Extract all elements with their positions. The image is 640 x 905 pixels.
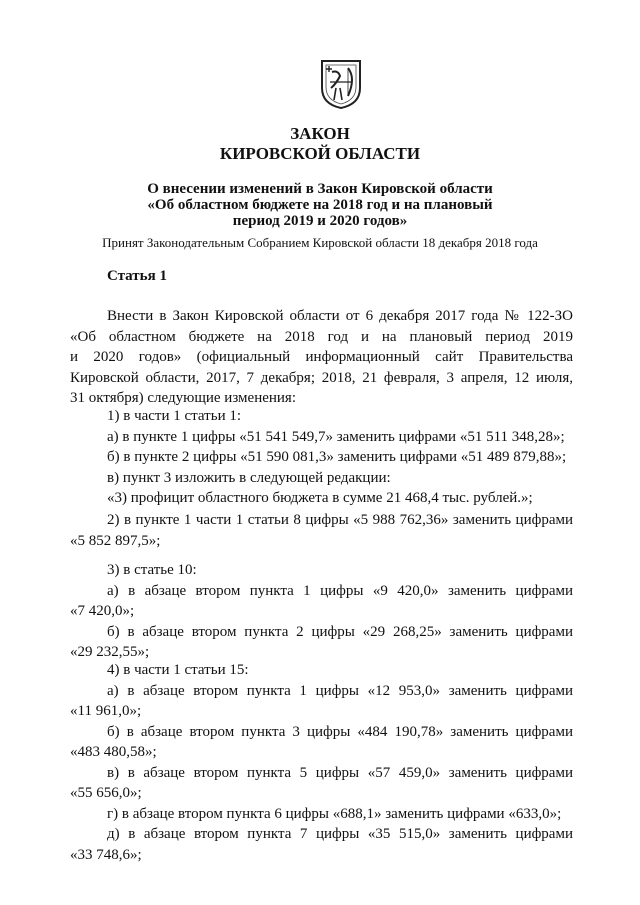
title-line-2: КИРОВСКОЙ ОБЛАСТИ (219, 144, 421, 163)
article-heading: Статья 1 (107, 268, 167, 284)
item-line: б) в пункте 2 цифры «51 590 081,3» заменить цифрами «51 489 879,88»; (107, 449, 567, 465)
item-line: а) в абзаце втором пункта 1 цифры «9 420,0» заменить цифрами (107, 582, 573, 599)
item-line: в) в абзаце втором пункта 5 цифры «57 459,0» заменить цифрами (107, 764, 573, 781)
coat-of-arms-icon (318, 58, 364, 110)
subtitle-line-3: период 2019 и 2020 годов» (232, 213, 408, 229)
intro-line: и 2020 годов» (официальный информационный сайт Правительства (70, 349, 573, 365)
intro-line: «Об областном бюджете на 2018 год и на плановый период 2019 (70, 328, 573, 345)
item-line: «33 748,6»; (70, 846, 142, 863)
law-subtitle (0, 181, 640, 229)
item-line: а) в пункте 1 цифры «51 541 549,7» заменить цифрами «51 511 348,28»; (107, 428, 565, 445)
intro-line: 31 октября) следующие изменения: (70, 390, 296, 406)
item-line: «11 961,0»; (70, 703, 142, 719)
item-line: «29 232,55»; (70, 644, 150, 660)
item-line: д) в абзаце втором пункта 7 цифры «35 515,0» заменить цифрами (107, 826, 573, 842)
title-line-1: ЗАКОН (290, 124, 350, 143)
adoption-note: Принят Законодательным Собранием Кировской области 18 декабря 2018 года (102, 235, 538, 250)
item-line: «7 420,0»; (70, 603, 135, 619)
item-line: 1) в части 1 статьи 1: (107, 408, 242, 424)
item-line: б) в абзаце втором пункта 2 цифры «29 268,25» заменить цифрами (107, 623, 573, 640)
item-line: 2) в пункте 1 части 1 статьи 8 цифры «5 988 762,36» заменить цифрами (107, 512, 573, 528)
item-4 (70, 660, 573, 865)
item-2 (70, 510, 573, 551)
intro-line: Внести в Закон Кировской области от 6 декабря 2017 года № 122-ЗО (107, 308, 573, 324)
item-line: «5 852 897,5»; (70, 532, 161, 549)
law-title (0, 124, 640, 164)
intro-line: Кировской области, 2017, 7 декабря; 2018, 21 февраля, 3 апреля, 12 июля, (70, 369, 573, 386)
item-1 (70, 406, 573, 509)
item-line: 4) в части 1 статьи 15: (107, 662, 249, 678)
item-3 (70, 560, 573, 663)
item-line: «55 656,0»; (70, 785, 142, 801)
subtitle-line-1: О внесении изменений в Закон Кировской области (147, 181, 493, 197)
item-line: а) в абзаце втором пункта 1 цифры «12 953,0» заменить цифрами (107, 682, 573, 699)
item-line: б) в абзаце втором пункта 3 цифры «484 190,78» заменить цифрами (107, 723, 573, 740)
item-line: 3) в статье 10: (107, 562, 197, 578)
subtitle-line-2: «Об областном бюджете на 2018 год и на плановый (147, 197, 493, 213)
item-line: «3) профицит областного бюджета в сумме 21 468,4 тыс. рублей.»; (107, 490, 533, 506)
item-line: в) пункт 3 изложить в следующей редакции: (107, 469, 391, 486)
item-line: г) в абзаце втором пункта 6 цифры «688,1» заменить цифрами «633,0»; (107, 805, 562, 822)
article-intro (70, 306, 573, 409)
item-line: «483 480,58»; (70, 744, 157, 760)
